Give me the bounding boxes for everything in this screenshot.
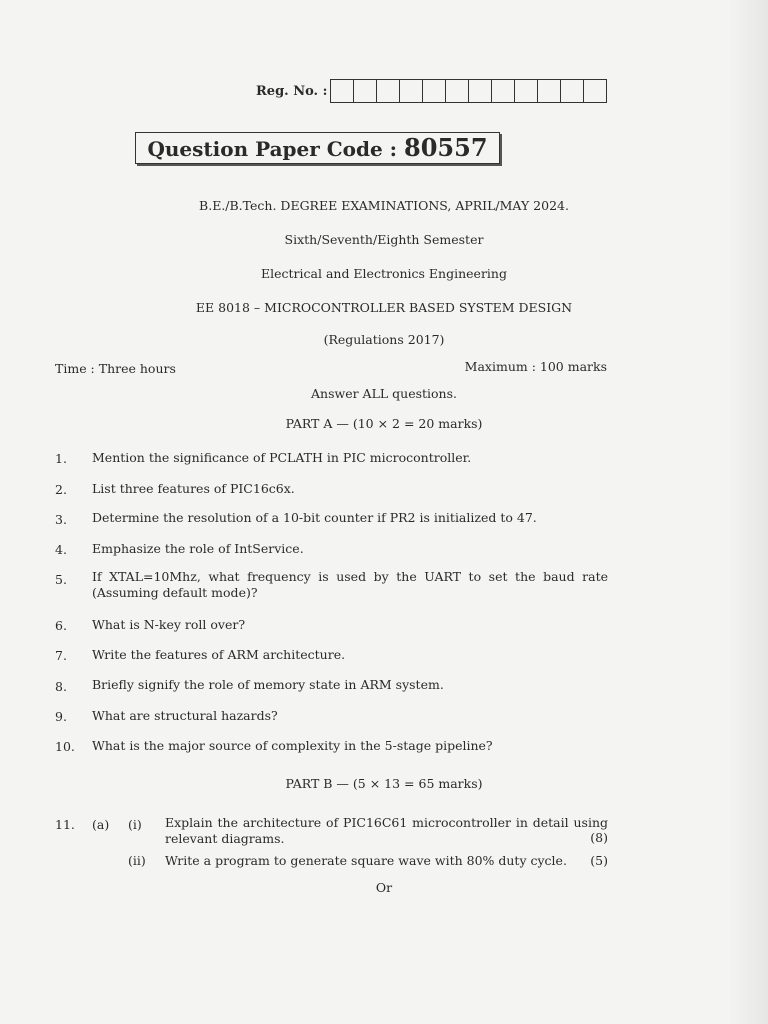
reg-no-boxes[interactable]	[330, 79, 607, 103]
regulations: (Regulations 2017)	[323, 332, 445, 347]
q11-i-marks: (8)	[590, 830, 608, 845]
part-a-heading: PART A — (10 × 2 = 20 marks)	[285, 416, 483, 431]
q11-i-text: Explain the architecture of PIC16C61 microcontroller in detail using relevant diagrams.	[165, 815, 608, 846]
question-text: If XTAL=10Mhz, what frequency is used by the UART to set the baud rate (Assuming default mode)?	[92, 569, 608, 600]
code-value: 80557	[404, 133, 488, 162]
q11-ii-label: (ii)	[128, 853, 146, 868]
max-marks: Maximum : 100 marks	[464, 359, 607, 374]
question-text: Write the features of ARM architecture.	[92, 647, 346, 662]
question-text: Emphasize the role of IntService.	[92, 541, 304, 556]
exam-title: B.E./B.Tech. DEGREE EXAMINATIONS, APRIL/MAY 2024.	[199, 198, 569, 213]
q11-i-label: (i)	[128, 817, 142, 832]
q11-ii-marks: (5)	[590, 853, 608, 868]
reg-no-label: Reg. No. :	[256, 84, 328, 99]
question-text: Briefly signify the role of memory state in ARM system.	[92, 677, 444, 692]
or-separator: Or	[375, 880, 393, 895]
question-text: What is N-key roll over?	[92, 617, 246, 632]
q11-ii-text: Write a program to generate square wave with 80% duty cycle.	[165, 853, 567, 868]
question-text: Mention the significance of PCLATH in PIC microcontroller.	[92, 450, 472, 465]
semester: Sixth/Seventh/Eighth Semester	[284, 232, 484, 247]
part-b-heading: PART B — (5 × 13 = 65 marks)	[285, 776, 483, 791]
q11-sub: (a)	[92, 817, 110, 832]
q11-number: 11.	[55, 817, 75, 832]
question-text: What are structural hazards?	[92, 708, 278, 723]
question-text: List three features of PIC16c6x.	[92, 481, 295, 496]
page-edge-shadow	[728, 0, 768, 1024]
question-paper-code-box	[135, 132, 500, 164]
time: Time : Three hours	[55, 361, 176, 376]
subject: EE 8018 – MICROCONTROLLER BASED SYSTEM DESIGN	[195, 300, 573, 315]
question-text: What is the major source of complexity in the 5-stage pipeline?	[92, 738, 493, 753]
instruction: Answer ALL questions.	[311, 386, 457, 401]
question-text: Determine the resolution of a 10-bit counter if PR2 is initialized to 47.	[92, 510, 537, 525]
code-label: Question Paper Code :	[147, 137, 398, 161]
department: Electrical and Electronics Engineering	[261, 266, 507, 281]
